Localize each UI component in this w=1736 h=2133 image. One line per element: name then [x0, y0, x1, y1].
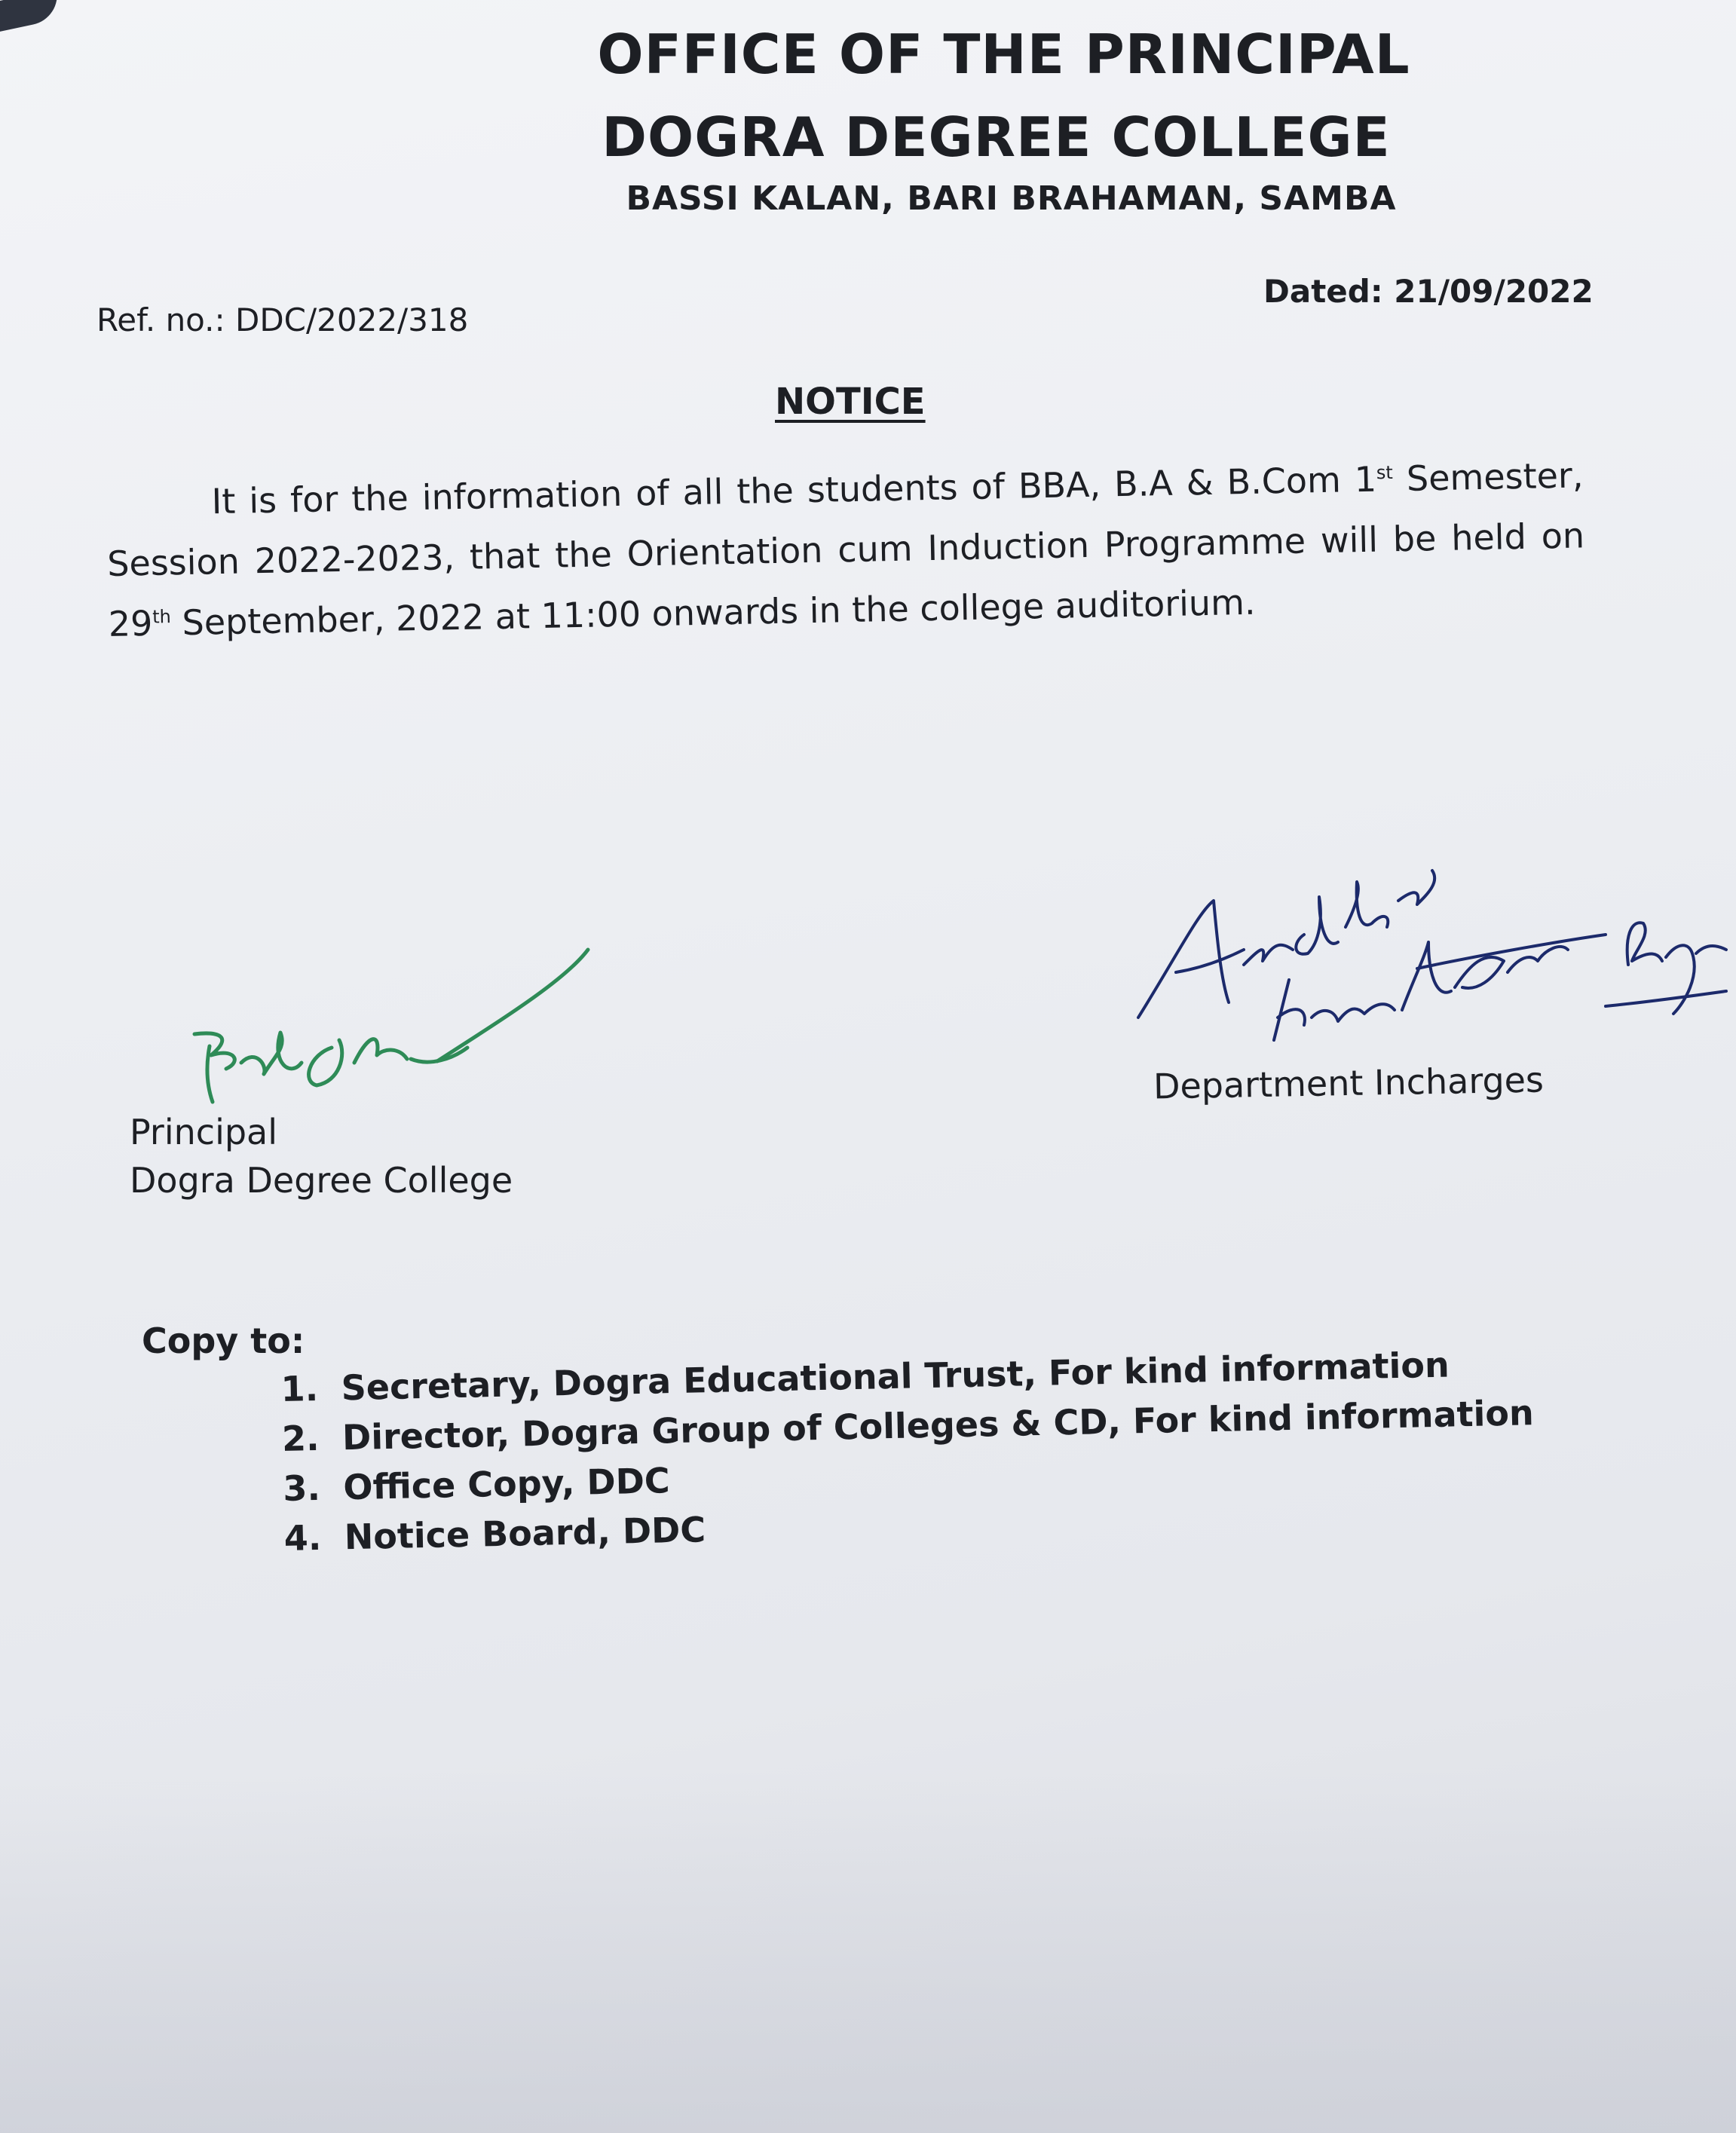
notice-title: NOTICE: [775, 381, 926, 423]
copy-to-item-number: 3.: [282, 1467, 321, 1509]
notice-date: Dated: 21/09/2022: [1263, 273, 1594, 310]
copy-to-list: [280, 1338, 1536, 1563]
principal-title: Principal: [130, 1112, 278, 1152]
principal-org: Dogra Degree College: [130, 1160, 513, 1201]
letterhead-address: BASSI KALAN, BARI BRAHAMAN, SAMBA: [626, 179, 1397, 218]
letterhead-college: DOGRA DEGREE COLLEGE: [602, 106, 1391, 169]
copy-to-item-number: 4.: [283, 1516, 322, 1559]
department-signatures: [1131, 829, 1734, 1070]
copy-to-item-text: Director, Dogra Group of Colleges & CD, For kind information: [341, 1392, 1535, 1458]
department-incharges-label: Department Incharges: [1153, 1059, 1545, 1107]
copy-to-item-text: Office Copy, DDC: [342, 1460, 671, 1508]
page-shadow: [0, 1771, 1736, 2133]
body-text-3: September, 2022 at 11:00 onwards in the college auditorium.: [170, 581, 1256, 644]
copy-to-item-text: Notice Board, DDC: [344, 1509, 706, 1558]
principal-block: [130, 1108, 513, 1204]
body-text-2: Semester, Session 2022-2023, that the Orientation cum Induction Programme will be held on 29: [106, 454, 1585, 644]
reference-number: Ref. no.: DDC/2022/318: [96, 301, 469, 338]
principal-signature: [113, 935, 611, 1115]
copy-to-item-number: 1.: [280, 1367, 319, 1409]
letterhead-office: OFFICE OF THE PRINCIPAL: [597, 23, 1410, 86]
body-text-1: It is for the information of all the students of BBA, B.A & B.Com 1: [211, 458, 1377, 522]
notice-body: [106, 445, 1586, 654]
body-sup-1: st: [1376, 461, 1394, 484]
torn-corner: [0, 0, 63, 32]
copy-to-item-text: Secretary, Dogra Educational Trust, For kind information: [341, 1344, 1450, 1409]
body-sup-2: th: [152, 606, 172, 628]
copy-to-label: Copy to:: [142, 1321, 305, 1361]
copy-to-item-number: 2.: [281, 1417, 320, 1459]
